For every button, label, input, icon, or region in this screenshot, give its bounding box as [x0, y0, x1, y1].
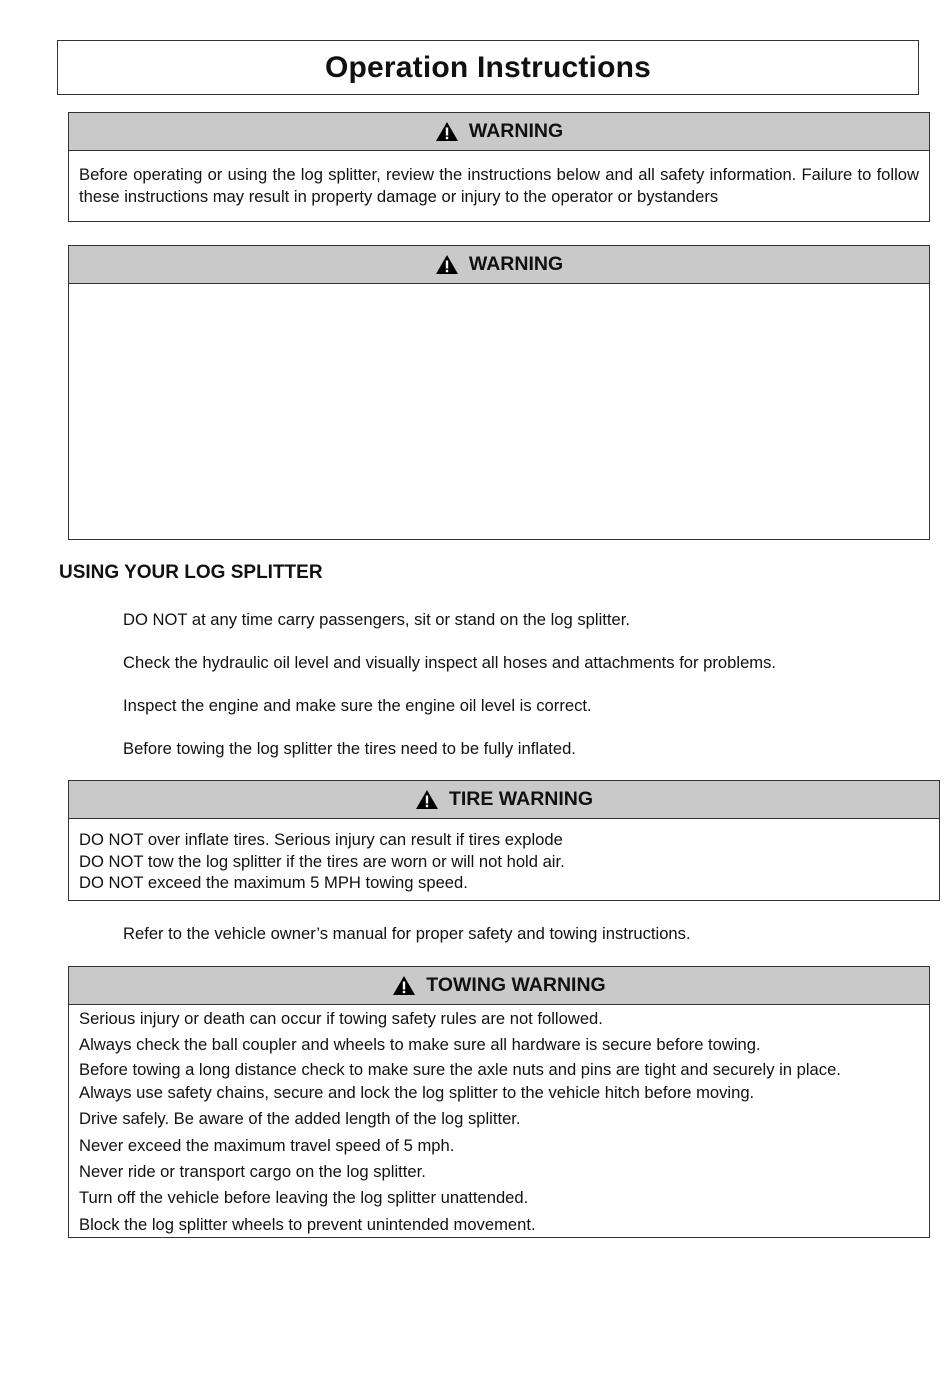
tire-warning-heading: TIRE WARNING	[448, 788, 594, 810]
tire-warning-box	[68, 780, 940, 901]
refer-text: Refer to the vehicle owner’s manual for proper safety and towing instructions.	[123, 924, 691, 943]
towing-warning-line: Always check the ball coupler and wheels to make sure all hardware is secure before towing.	[79, 1035, 761, 1055]
warning-triangle-icon	[435, 121, 459, 142]
warning-box-general	[68, 112, 930, 222]
instruction-item: Check the hydraulic oil level and visually inspect all hoses and attachments for problems.	[123, 653, 777, 672]
towing-warning-body	[69, 1005, 929, 1238]
towing-warning-line: Turn off the vehicle before leaving the log splitter unattended.	[79, 1188, 529, 1208]
warning-header	[69, 113, 929, 151]
towing-warning-line: Never exceed the maximum travel speed of 5 mph.	[79, 1135, 455, 1155]
instruction-item: Inspect the engine and make sure the engine oil level is correct.	[123, 696, 592, 715]
tire-warning-body	[69, 819, 939, 894]
warning-triangle-icon	[392, 975, 416, 996]
towing-warning-box	[68, 966, 930, 1238]
tire-warning-header	[69, 781, 939, 819]
towing-warning-line: Before towing a long distance check to make sure the axle nuts and pins are tight and securely in place.	[79, 1059, 841, 1079]
instruction-item: Before towing the log splitter the tires need to be fully inflated.	[123, 739, 576, 758]
warning-text: Before operating or using the log splitter, review the instructions below and all safety information. Failure to follow these instructions may result in property damage or injury to the operator or bystanders	[79, 165, 919, 206]
towing-warning-header	[69, 967, 929, 1005]
warning-triangle-icon	[415, 789, 439, 810]
section-heading-using: USING YOUR LOG SPLITTER	[59, 562, 323, 583]
warning-box-empty	[68, 245, 930, 540]
warning-heading: WARNING	[468, 120, 564, 142]
towing-warning-line: Drive safely. Be aware of the added length of the log splitter.	[79, 1109, 521, 1129]
towing-warning-heading: TOWING WARNING	[426, 974, 606, 996]
tire-warning-line: DO NOT over inflate tires. Serious injury can result if tires explode	[79, 830, 563, 849]
tire-warning-line: DO NOT tow the log splitter if the tires are worn or will not hold air.	[79, 851, 565, 871]
warning-heading: WARNING	[468, 253, 564, 275]
warning-header	[69, 246, 929, 284]
page-title: Operation Instructions	[324, 50, 652, 84]
tire-warning-line: DO NOT exceed the maximum 5 MPH towing speed.	[79, 873, 468, 892]
towing-warning-line: Block the log splitter wheels to prevent unintended movement.	[79, 1214, 536, 1234]
towing-warning-line: Serious injury or death can occur if towing safety rules are not followed.	[79, 1009, 603, 1028]
towing-warning-line: Always use safety chains, secure and lock the log splitter to the vehicle hitch before moving.	[79, 1082, 755, 1102]
warning-triangle-icon	[435, 254, 459, 275]
towing-warning-line: Never ride or transport cargo on the log splitter.	[79, 1162, 426, 1182]
instruction-item: DO NOT at any time carry passengers, sit or stand on the log splitter.	[123, 610, 630, 629]
page-title-box	[57, 40, 919, 95]
